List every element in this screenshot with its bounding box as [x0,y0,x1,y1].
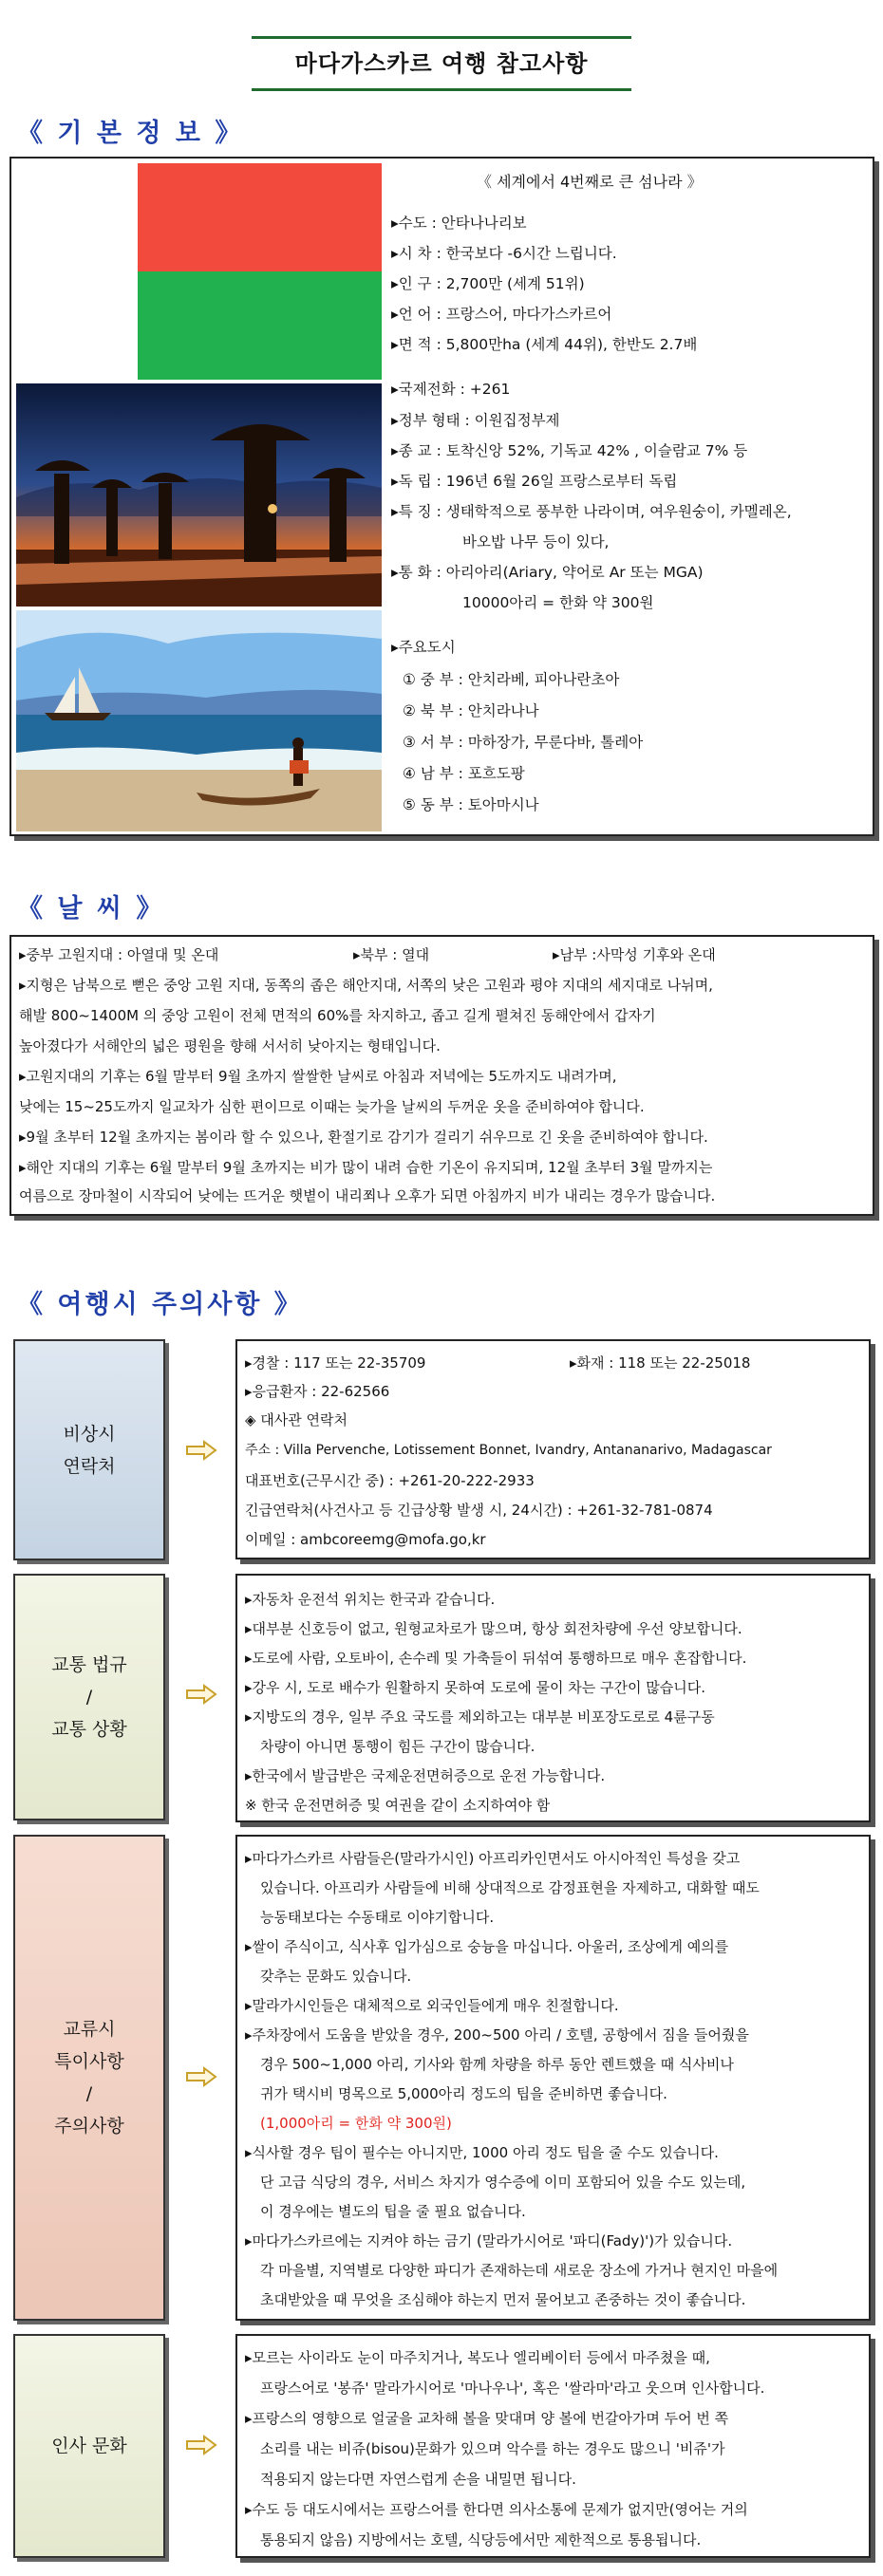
greeting-line: ▸모르는 사이라도 눈이 마주치거나, 복도나 엘리베이터 등에서 마주쳤을 때, [245,2349,710,2366]
weather-line: ▸9월 초부터 12월 초까지는 봄이라 할 수 있으나, 환절기로 감기가 걸리기 쉬우므로 긴 옷을 준비하여야 합니다. [19,1129,708,1146]
page-title-frame [252,36,631,91]
traffic-line: ▸지방도의 경우, 일부 주요 국도를 제외하고는 대부분 비포장도로로 4륜구동 [245,1708,715,1726]
city-line: ④ 남 부 : 포흐도팡 [403,765,525,782]
police-number: ▸경찰 : 117 또는 22-35709 [245,1354,426,1372]
info-line: ▸정부 형태 : 이원집정부제 [391,412,560,429]
greeting-line: 적용되지 않는다면 자연스럽게 손을 내밀면 됩니다. [260,2471,576,2488]
weather-line: 낮에는 15~25도까지 일교차가 심한 편이므로 이때는 늦가을 날씨의 두꺼운 옷을 준비하여야 합니다. [19,1098,645,1115]
greeting-line: 통용되지 않음) 지방에서는 호텔, 식당등에서만 제한적으로 통용됩니다. [260,2531,702,2548]
right-arrow-icon [185,2435,217,2455]
culture-line: 경우 500~1,000 아리, 기사와 함께 차량을 하루 동안 렌트했을 때 식사비나 [260,2056,734,2073]
weather-line: 여름으로 장마철이 시작되어 낮에는 뜨거운 햇볕이 내리쬐나 오후가 되면 아침까지 비가 내리는 경우가 많습니다. [19,1187,716,1204]
traffic-label-line: 교통 법규 [51,1654,127,1675]
traffic-box [235,1574,871,1822]
madagascar-flag [16,163,382,380]
traffic-line: ▸한국에서 발급받은 국제운전면허증으로 운전 가능합니다. [245,1767,606,1784]
greeting-line: ▸프랑스의 영향으로 얼굴을 교차해 볼을 맞대며 양 볼에 번갈아가며 두어 번 쪽 [245,2410,729,2427]
page-title: 마다가스카르 여행 참고사항 [294,50,589,77]
emergency-line: ◈ 대사관 연락처 [245,1411,348,1428]
culture-label-line: 특이사항 [54,2051,124,2072]
culture-line: 초대받았을 때 무엇을 조심해야 하는지 먼저 물어보고 존중하는 것이 좋습니다. [260,2291,746,2308]
info-line: ▸통 화 : 아리아리(Ariary, 약어로 Ar 또는 MGA) [391,564,704,581]
culture-line: 단 고급 식당의 경우, 서비스 차지가 영수증에 이미 포함되어 있을 수도 있는데, [260,2174,746,2191]
weather-box [9,935,874,1216]
travel-notes-heading: 《 여행시 주의사항 》 [17,1290,303,1319]
weather-line: ▸고원지대의 기후는 6월 말부터 9월 초까지 쌀쌀한 날씨로 아침과 저녁에는 5도까지도 내려가며, [19,1068,617,1085]
emergency-label [13,1339,165,1560]
weather-line: 높아졌다가 서해안의 넓은 평원을 향해 서서히 낮아지는 형태입니다. [19,1037,441,1055]
culture-line: 갖추는 문화도 있습니다. [260,1968,412,1985]
embassy-email: 이메일 : ambcoreemg@mofa.go,kr [245,1531,486,1548]
basic-info-heading: 《 기 본 정 보 》 [17,119,244,148]
weather-heading: 《 날 씨 》 [17,894,165,924]
info-line: 10000아리 = 한화 약 300원 [462,594,654,611]
climate-zone: ▸남부 :사막성 기후와 온대 [553,946,716,963]
traffic-label-line: 교통 상황 [51,1719,127,1740]
basic-info-box [9,157,874,836]
city-line: ⑤ 동 부 : 토아마시나 [403,796,539,813]
culture-line: 각 마을별, 지역별로 다양한 파디가 존재하는데 새로운 장소에 가거나 현지인 마을에 [260,2262,779,2279]
weather-line: ▸해안 지대의 기후는 6월 말부터 9월 초까지는 비가 많이 내려 습한 기온이 유지되며, 12월 초부터 3월 말까지는 [19,1159,713,1176]
city-line: ③ 서 부 : 마하장가, 무룬다바, 톨레아 [403,734,644,751]
climate-zone: ▸중부 고원지대 : 아열대 및 온대 [19,946,219,963]
emergency-label-line: 연락처 [63,1455,116,1477]
culture-line: ▸식사할 경우 팁이 필수는 아니지만, 1000 아리 정도 팁을 줄 수도 있습니다. [245,2144,719,2161]
culture-line: 있습니다. 아프리카 사람들에 비해 상대적으로 감정표현을 자제하고, 대화할 때도 [260,1879,760,1896]
traffic-line: 차량이 아니면 통행이 힘든 구간이 많습니다. [260,1738,535,1755]
baobab-avenue-photo [16,383,382,607]
city-line: ② 북 부 : 안치라나나 [403,702,539,719]
emergency-line: ▸응급환자 : 22-62566 [245,1383,390,1400]
culture-label-line: / [85,2083,93,2104]
emergency-box [235,1339,871,1559]
culture-label-line: 주의사항 [54,2116,124,2137]
climate-zone: ▸북부 : 열대 [353,946,430,963]
greeting-line: ▸수도 등 대도시에서는 프랑스어를 한다면 의사소통에 문제가 없지만(영어는 거의 [245,2501,748,2518]
emergency-line: 대표번호(근무시간 중) : +261-20-222-2933 [245,1472,535,1489]
greeting-label-text: 인사 문화 [51,2436,127,2456]
island-headline: 《 세계에서 4번째로 큰 섬나라 》 [477,173,703,191]
info-line: ▸국제전화 : +261 [391,381,511,398]
weather-line: 해발 800~1400M 의 중앙 고원이 전체 면적의 60%를 차지하고, 좁고 길게 펼쳐진 동해안에서 갑자기 [19,1007,656,1024]
culture-label-line: 교류시 [63,2019,116,2040]
info-line: ▸인 구 : 2,700만 (세계 51위) [391,275,585,292]
greeting-line: 소리를 내는 비쥬(bisou)문화가 있으며 악수를 하는 경우도 많으니 '비쥬'가 [260,2440,725,2457]
emergency-line: 긴급연락처(사건사고 등 긴급상황 발생 시, 24시간) : +261-32-781-0874 [245,1502,713,1519]
info-line: ▸면 적 : 5,800만ha (세계 44위), 한반도 2.7배 [391,336,698,353]
info-line: ▸주요도시 [391,639,456,656]
right-arrow-icon [185,1684,217,1705]
culture-line: ▸쌀이 주식이고, 식사후 입가심으로 숭늉을 마십니다. 아울러, 조상에게 예의를 [245,1938,729,1955]
culture-label [13,1835,165,2321]
culture-line: 귀가 택시비 명목으로 5,000아리 정도의 팁을 준비하면 좋습니다. [260,2085,667,2102]
beach-canoe-photo [16,610,382,831]
culture-line: 이 경우에는 별도의 팁을 줄 필요 없습니다. [260,2203,526,2220]
culture-line: ▸말라가시인들은 대체적으로 외국인들에게 매우 친절합니다. [245,1997,619,2014]
traffic-label [13,1574,165,1820]
right-arrow-icon [185,2066,217,2087]
traffic-line: ▸대부분 신호등이 없고, 원형교차로가 많으며, 항상 회전차량에 우선 양보합니다. [245,1620,742,1637]
traffic-line: ▸자동차 운전석 위치는 한국과 같습니다. [245,1591,496,1608]
info-line: ▸시 차 : 한국보다 -6시간 느립니다. [391,245,617,262]
city-line: ① 중 부 : 안치라베, 피아나란초아 [403,671,620,688]
emergency-label-line: 비상시 [63,1423,116,1445]
info-line: ▸언 어 : 프랑스어, 마다가스카르어 [391,306,612,323]
weather-line: ▸지형은 남북으로 뻗은 중앙 고원 지대, 동쪽의 좁은 해안지대, 서쪽의 낮은 고원과 평야 지대의 세지대로 나뉘며, [19,977,713,994]
info-line: ▸종 교 : 토착신앙 52%, 기독교 42% , 이슬람교 7% 등 [391,442,748,459]
greeting-box [235,2334,871,2558]
greeting-label [13,2334,165,2558]
greeting-line: 프랑스어로 '봉쥬' 말라가시어로 '마나우나', 혹은 '쌀라마'라고 웃으며 인사합니다. [260,2380,765,2397]
tip-exchange-note: (1,000아리 = 한화 약 300원) [260,2115,452,2132]
embassy-address: 주소 : Villa Pervenche, Lotissement Bonnet, Ivandry, Antananarivo, Madagascar [245,1443,772,1458]
culture-line: ▸마다가스카르에는 지켜야 하는 금기 (말라가시어로 '파디(Fady)')가 있습니다. [245,2232,733,2249]
right-arrow-icon [185,1440,217,1461]
traffic-label-line: / [85,1687,93,1708]
traffic-line: ▸강우 시, 도로 배수가 원활하지 못하여 도로에 물이 차는 구간이 많습니다. [245,1679,705,1696]
info-line: 바오밥 나무 등이 있다, [462,533,610,551]
info-line: ▸특 징 : 생태학적으로 풍부한 나라이며, 여우원숭이, 카멜레온, [391,503,792,520]
info-line: ▸수도 : 안타나나리보 [391,215,527,232]
culture-line: ▸주차장에서 도움을 받았을 경우, 200~500 아리 / 호텔, 공항에서 짐을 들어줬을 [245,2026,749,2044]
traffic-note: ※ 한국 운전면허증 및 여권을 같이 소지하여야 함 [245,1797,551,1814]
traffic-line: ▸도로에 사람, 오토바이, 손수레 및 가축들이 뒤섞여 통행하므로 매우 혼잡합니다. [245,1650,747,1667]
culture-line: 능동태보다는 수동태로 이야기합니다. [260,1909,495,1926]
culture-box [235,1835,871,2321]
culture-line: ▸마다가스카르 사람들은(말라가시인) 아프리카인면서도 아시아적인 특성을 갖고 [245,1850,741,1867]
fire-number: ▸화재 : 118 또는 22-25018 [570,1354,751,1372]
info-line: ▸독 립 : 196년 6월 26일 프랑스로부터 독립 [391,473,678,490]
